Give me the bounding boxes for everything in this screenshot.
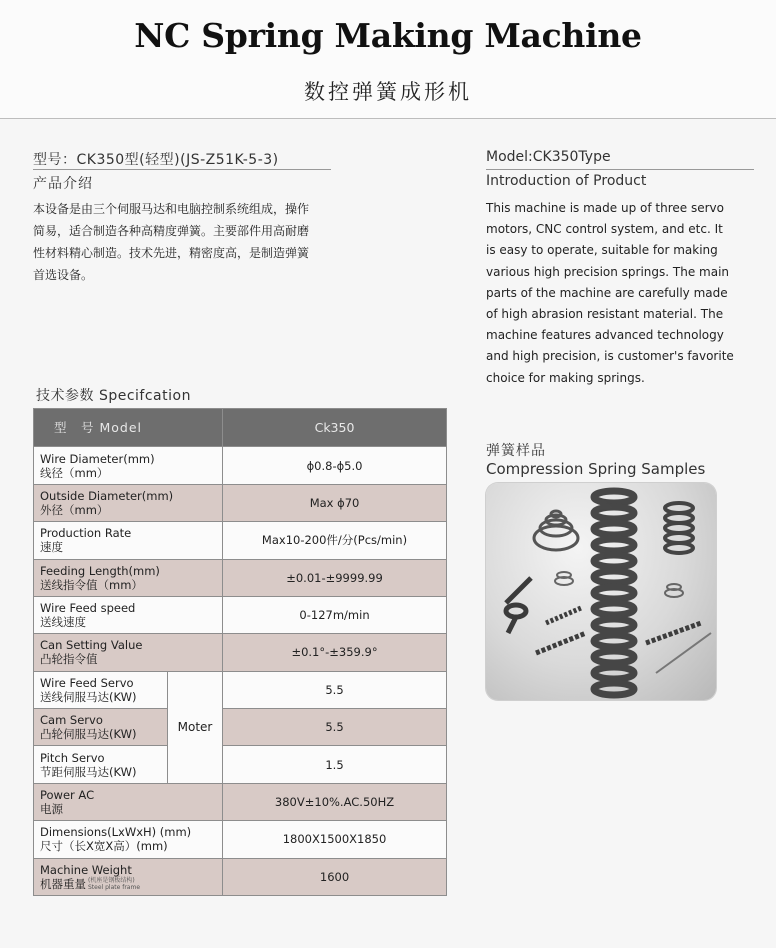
table-row bbox=[34, 596, 447, 633]
cn-intro-heading: 产品介绍 bbox=[33, 176, 93, 192]
en-intro-line: choice for making springs. bbox=[486, 370, 645, 385]
spec-label: Production Rate 速度 bbox=[34, 522, 223, 559]
spec-header-label: 型 号 Model bbox=[34, 409, 223, 447]
springs-illustration bbox=[486, 483, 716, 700]
table-row bbox=[34, 821, 447, 858]
en-model-label: Model:CK350Type bbox=[486, 149, 611, 165]
en-intro-line: This machine is made up of three servo bbox=[486, 201, 724, 215]
spec-label: Machine Weight 机器重量 (机座是钢板结构) Steel plate frame bbox=[34, 858, 223, 895]
moter-label: Moter bbox=[168, 671, 223, 783]
samples-heading-cn: 弹簧样品 bbox=[486, 443, 546, 459]
spec-header-value: Ck350 bbox=[223, 409, 447, 447]
samples-heading-en: Compression Spring Samples bbox=[486, 460, 706, 478]
spec-value: 1800X1500X1850 bbox=[223, 821, 447, 858]
cn-model-label: 型号：CK350型(轻型)(JS-Z51K-5-3) bbox=[33, 152, 279, 168]
cn-intro-line: 本设备是由三个伺服马达和电脑控制系统组成，操作 bbox=[33, 202, 310, 216]
table-row bbox=[34, 671, 447, 708]
cn-divider bbox=[33, 169, 331, 170]
en-intro-line: parts of the machine are carefully made bbox=[486, 285, 728, 300]
en-intro-line: is easy to operate, suitable for making bbox=[486, 243, 718, 258]
torsion-spring bbox=[506, 578, 531, 633]
spec-value: ϕ0.8-ϕ5.0 bbox=[223, 447, 447, 484]
table-row bbox=[34, 746, 447, 783]
table-row bbox=[34, 709, 447, 746]
compression-spring-right bbox=[665, 503, 693, 553]
table-row bbox=[34, 634, 447, 671]
spec-label: Outside Diameter(mm) 外径（mm） bbox=[34, 484, 223, 521]
cn-intro-line: 首选设备。 bbox=[33, 268, 94, 282]
cn-intro-text bbox=[33, 198, 363, 286]
en-intro-heading: Introduction of Product bbox=[486, 173, 647, 189]
cn-intro-line: 性材料精心制造。技术先进，精密度高，是制造弹簧 bbox=[33, 246, 310, 260]
conical-spring bbox=[534, 511, 578, 550]
table-row bbox=[34, 858, 447, 895]
en-intro-text bbox=[486, 198, 746, 389]
en-intro-line: machine features advanced technology bbox=[486, 328, 724, 343]
spec-heading: 技术参数 Specifcation bbox=[36, 388, 191, 404]
spec-value: 1.5 bbox=[223, 746, 447, 783]
spring-samples-photo bbox=[486, 483, 716, 700]
spec-label: Wire Feed speed 送线速度 bbox=[34, 596, 223, 633]
en-intro-line: motors, CNC control system, and etc. It bbox=[486, 222, 723, 237]
spec-label: Pitch Servo 节距伺服马达(KW) bbox=[34, 746, 168, 783]
weight-note: (机座是钢板结构) Steel plate frame bbox=[88, 877, 141, 891]
spec-value: 5.5 bbox=[223, 709, 447, 746]
en-divider bbox=[486, 169, 754, 170]
table-row bbox=[34, 522, 447, 559]
spec-label: Dimensions(LxWxH) (mm) 尺寸（长X宽X高）(mm) bbox=[34, 821, 223, 858]
en-intro-line: and high precision, is customer's favorite bbox=[486, 349, 734, 364]
spec-value: 380V±10%.AC.50HZ bbox=[223, 783, 447, 820]
spec-value: Max ϕ70 bbox=[223, 484, 447, 521]
spec-label: Feeding Length(mm) 送线指令值（mm） bbox=[34, 559, 223, 596]
header bbox=[0, 0, 776, 118]
spec-label: Power AC 电源 bbox=[34, 783, 223, 820]
en-intro-line: various high precision springs. The main bbox=[486, 264, 730, 279]
page-title: NC Spring Making Machine bbox=[134, 16, 642, 55]
cn-intro-line: 简易，适合制造各种高精度弹簧。主要部件用高耐磨 bbox=[33, 224, 310, 238]
table-row bbox=[34, 559, 447, 596]
compression-spring-large bbox=[594, 491, 634, 695]
spec-value: Max10-200件/分(Pcs/min) bbox=[223, 522, 447, 559]
spec-value: 1600 bbox=[223, 858, 447, 895]
spec-label: Cam Servo 凸轮伺服马达(KW) bbox=[34, 709, 168, 746]
spec-label: Can Setting Value 凸轮指令值 bbox=[34, 634, 223, 671]
spec-value: 5.5 bbox=[223, 671, 447, 708]
spec-label: Wire Diameter(mm) 线径（mm） bbox=[34, 447, 223, 484]
table-row bbox=[34, 447, 447, 484]
spec-table bbox=[33, 408, 447, 896]
spec-value: ±0.01-±9999.99 bbox=[223, 559, 447, 596]
spec-header-row bbox=[34, 409, 447, 447]
table-row bbox=[34, 783, 447, 820]
spec-value: ±0.1°-±359.9° bbox=[223, 634, 447, 671]
table-row bbox=[34, 484, 447, 521]
en-intro-line: of high abrasion resistant material. The bbox=[486, 307, 724, 322]
spec-value: 0-127m/min bbox=[223, 596, 447, 633]
page-subtitle: 数控弹簧成形机 bbox=[304, 80, 472, 104]
spec-label: Wire Feed Servo 送线伺服马达(KW) bbox=[34, 671, 168, 708]
